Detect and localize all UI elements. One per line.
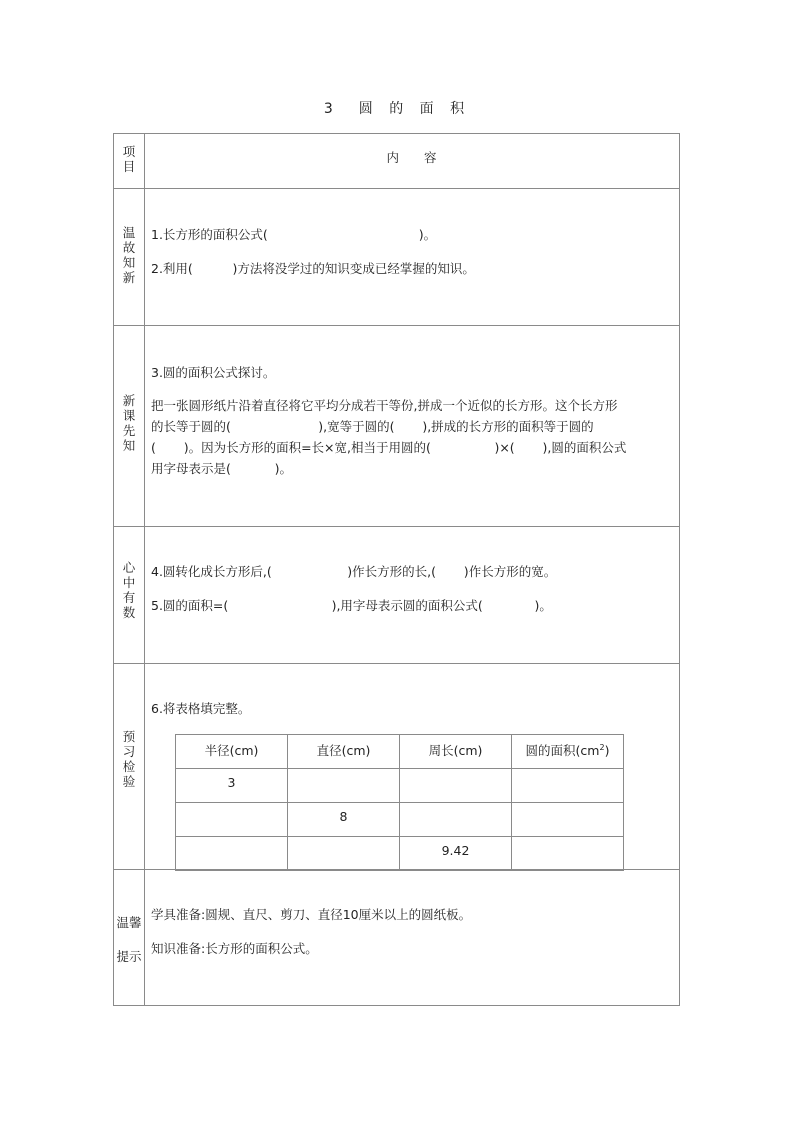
- row-divider: [114, 188, 679, 189]
- table-cell: [512, 803, 624, 837]
- question-2: 2.利用( )方法将没学过的知识变成已经掌握的知识。: [151, 261, 475, 276]
- table-cell: [288, 769, 400, 803]
- table-cell: [512, 837, 624, 871]
- question-4: 4.圆转化成长方形后,( )作长方形的长,( )作长方形的宽。: [151, 564, 557, 579]
- table-header-cell: 半径(cm): [176, 735, 288, 769]
- table-header-cell: 周长(cm): [400, 735, 512, 769]
- fill-in-table: [175, 734, 624, 871]
- header-item-label: 项 目: [122, 144, 136, 174]
- table-header-cell: 直径(cm): [288, 735, 400, 769]
- row-divider: [114, 663, 679, 664]
- section-label-check: 心 中 有 数: [122, 560, 136, 620]
- table-header-row: [176, 735, 624, 769]
- worksheet-table: [113, 133, 680, 1006]
- question-3: 3.圆的面积公式探讨。: [151, 365, 276, 380]
- tip-tools: 学具准备:圆规、直尺、剪刀、直径10厘米以上的圆纸板。: [151, 907, 472, 922]
- table-header-cell: 圆的面积$(cm^2)$: [512, 735, 624, 769]
- question-6: 6.将表格填完整。: [151, 701, 251, 716]
- section-label-preview: 新 课 先 知: [122, 393, 136, 453]
- table-row: [176, 769, 624, 803]
- question-3-text-line: ( )。因为长方形的面积=长×宽,相当于用圆的( )×( ),圆的面积公式: [151, 440, 627, 455]
- row-divider: [114, 325, 679, 326]
- table-cell: [400, 803, 512, 837]
- table-cell: 8: [288, 803, 400, 837]
- table-cell: [400, 769, 512, 803]
- table-row: [176, 803, 624, 837]
- section-label-tips: 温馨 提示: [116, 915, 142, 964]
- question-1: 1.长方形的面积公式( )。: [151, 227, 437, 242]
- question-3-text-line: 用字母表示是( )。: [151, 461, 292, 476]
- row-divider: [114, 526, 679, 527]
- section-label-practice: 预 习 检 验: [122, 729, 136, 789]
- table-cell: [176, 837, 288, 871]
- table-cell: [512, 769, 624, 803]
- header-content-label: 内 容: [386, 150, 437, 165]
- question-3-text-line: 把一张圆形纸片沿着直径将它平均分成若干等份,拼成一个近似的长方形。这个长方形: [151, 398, 618, 413]
- table-cell: [288, 837, 400, 871]
- table-cell: 9.42: [400, 837, 512, 871]
- question-3-text-line: 的长等于圆的( ),宽等于圆的( ),拼成的长方形的面积等于圆的: [151, 419, 594, 434]
- section-label-review: 温 故 知 新: [122, 225, 136, 285]
- tip-knowledge: 知识准备:长方形的面积公式。: [151, 941, 318, 956]
- table-row: [176, 837, 624, 871]
- table-cell: [176, 803, 288, 837]
- page-title: 3 圆 的 面 积: [323, 101, 471, 117]
- table-cell: 3: [176, 769, 288, 803]
- column-divider: [144, 134, 145, 1005]
- question-5: 5.圆的面积=( ),用字母表示圆的面积公式( )。: [151, 598, 552, 613]
